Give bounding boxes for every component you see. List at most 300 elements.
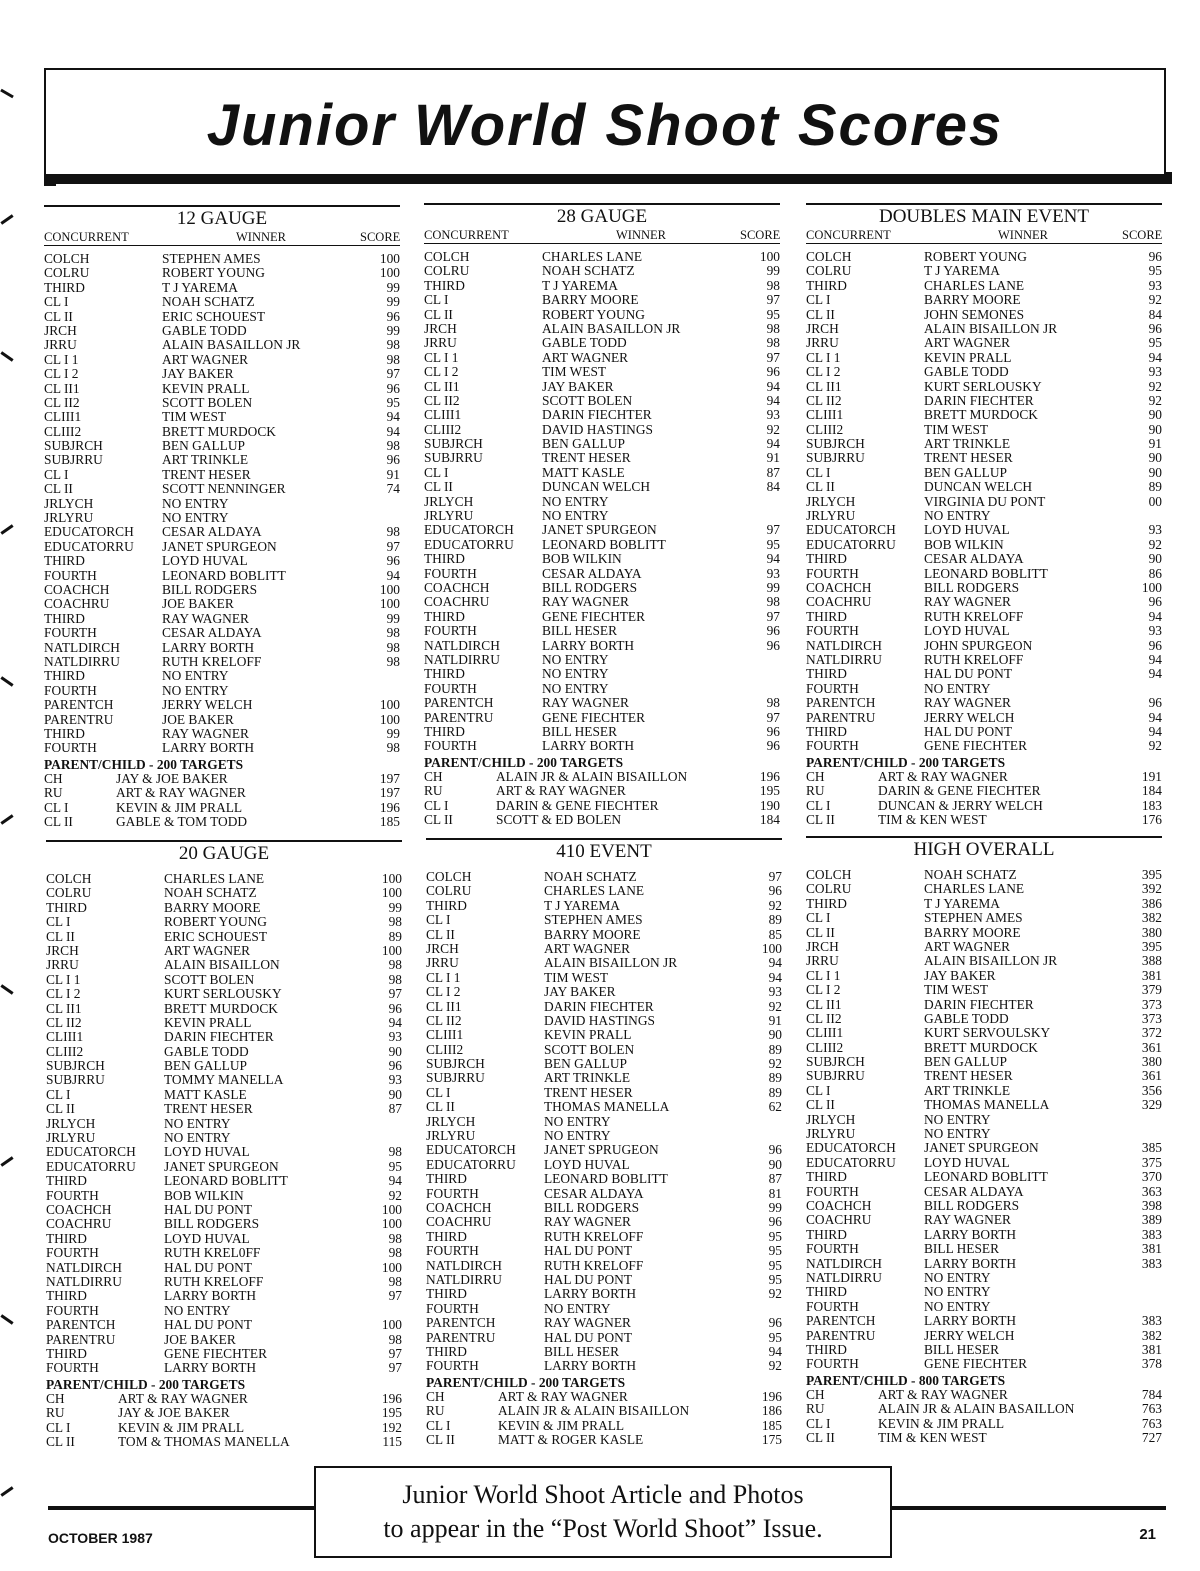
score-row [44, 295, 400, 309]
score-row [806, 394, 1162, 408]
score-cell: 93 [388, 1029, 402, 1045]
pc-score-cell: 184 [759, 812, 780, 828]
pc-category-cell: RU [426, 1403, 445, 1419]
winner-cell: JAY BAKER [542, 379, 614, 394]
score-cell: 383 [1141, 1313, 1162, 1329]
category-cell: PARENTRU [426, 1330, 496, 1345]
pc-score-cell: 184 [1141, 783, 1162, 799]
winner-cell: JOHN SPURGEON [924, 638, 1033, 653]
score-cell: 98 [388, 1245, 402, 1261]
winner-cell: DARIN FIECHTER [544, 999, 654, 1014]
category-cell: COLCH [44, 252, 90, 266]
score-cell: 94 [768, 955, 782, 971]
score-cell: 361 [1141, 1068, 1162, 1084]
score-row [426, 1359, 782, 1373]
category-cell: CL II2 [806, 1011, 842, 1026]
parent-child-row [426, 1390, 782, 1404]
score-row [46, 987, 402, 1001]
score-row [424, 408, 780, 422]
winner-cell: LOYD HUVAL [924, 624, 1010, 639]
category-cell: FOURTH [424, 624, 477, 639]
score-cell: 386 [1141, 895, 1162, 911]
score-row [426, 956, 782, 970]
score-row [426, 1028, 782, 1042]
category-cell: FOURTH [806, 624, 859, 639]
score-row [806, 1271, 1162, 1285]
score-row [46, 886, 402, 900]
pc-score-cell: 195 [759, 783, 780, 799]
score-row [44, 425, 400, 439]
pc-score-cell: 196 [379, 799, 400, 815]
category-cell: CL II [426, 927, 455, 942]
winner-cell: NO ENTRY [924, 1112, 991, 1127]
score-row [46, 901, 402, 915]
score-row [806, 682, 1162, 696]
winner-cell: LOYD HUVAL [162, 554, 248, 569]
score-cell: 94 [386, 423, 400, 439]
score-cell: 98 [766, 277, 780, 293]
winner-cell: DARIN FIECHTER [924, 393, 1034, 408]
score-cell [742, 1115, 782, 1129]
score-row [806, 868, 1162, 882]
winner-cell: KEVIN PRALL [544, 1028, 632, 1043]
category-cell: JRCH [806, 939, 839, 954]
score-row [806, 1314, 1162, 1328]
score-row [44, 382, 400, 396]
parent-child-row [426, 1404, 782, 1418]
pc-score-cell: 190 [759, 797, 780, 813]
pc-category-cell: CH [44, 771, 63, 787]
score-row [806, 1257, 1162, 1271]
score-row [806, 954, 1162, 968]
footer-rule-right [890, 1506, 1166, 1510]
parent-child-row [806, 1402, 1162, 1416]
score-cell: 95 [1148, 263, 1162, 279]
category-cell: COLRU [424, 264, 470, 279]
category-cell: CL I 2 [44, 367, 79, 382]
score-row [806, 1055, 1162, 1069]
binding-mark [0, 1156, 13, 1166]
category-cell: EDUCATORCH [806, 523, 896, 538]
score-cell: 92 [768, 897, 782, 913]
winner-cell: LEONARD BOBLITT [924, 1170, 1048, 1185]
section-heading: HIGH OVERALL [806, 836, 1162, 860]
winner-cell: LEONARD BOBLITT [924, 566, 1048, 581]
category-cell: CL II1 [806, 379, 842, 394]
pc-score-cell: 197 [379, 785, 400, 801]
score-cell [1122, 1285, 1162, 1299]
score-cell: 98 [386, 337, 400, 353]
winner-cell: RUTH KRELOFF [162, 654, 262, 669]
score-cell: 92 [1148, 536, 1162, 552]
category-cell: SUBJRCH [44, 439, 103, 454]
winner-cell: NOAH SCHATZ [924, 868, 1017, 882]
winner-cell: BILL RODGERS [162, 582, 258, 597]
winner-cell: SCOTT BOLEN [162, 395, 253, 410]
category-cell: CL I [46, 1087, 71, 1102]
winner-cell: LARRY BORTH [542, 638, 635, 653]
score-cell: 96 [768, 1142, 782, 1158]
score-row [424, 437, 780, 451]
category-cell: EDUCATORRU [426, 1157, 516, 1172]
category-cell: NATLDIRCH [44, 640, 120, 655]
winner-cell: GENE FIECHTER [542, 609, 646, 624]
winner-cell: CESAR ALDAYA [162, 525, 262, 540]
winner-cell: TOMMY MANELLA [164, 1073, 284, 1088]
score-row [46, 1117, 402, 1131]
score-cell: 94 [1148, 709, 1162, 725]
winner-cell: RUTH KRELOFF [164, 1274, 264, 1289]
score-row [46, 1059, 402, 1073]
category-cell: CL I 2 [426, 985, 461, 1000]
score-row [46, 1318, 402, 1332]
score-row [44, 597, 400, 611]
category-cell: CL I 1 [46, 972, 81, 987]
category-cell: JRLYRU [806, 1127, 856, 1142]
winner-cell: KEVIN PRALL [924, 350, 1012, 365]
winner-cell: SCOTT BOLEN [164, 972, 255, 987]
score-row [46, 1217, 402, 1231]
winner-cell: NO ENTRY [542, 681, 609, 696]
score-cell [740, 653, 780, 667]
category-cell: THIRD [806, 552, 847, 567]
score-row [44, 669, 400, 683]
category-cell: CL II2 [806, 393, 842, 408]
score-list [426, 870, 782, 1374]
category-cell: THIRD [44, 554, 85, 569]
category-cell: NATLDIRCH [424, 638, 500, 653]
score-row [426, 899, 782, 913]
score-cell: 99 [386, 725, 400, 741]
category-cell: THIRD [424, 278, 465, 293]
category-cell: JRRU [806, 954, 839, 969]
winner-cell: RUTH KREL0FF [164, 1246, 261, 1261]
pc-team-cell: SCOTT & ED BOLEN [496, 812, 622, 828]
score-cell: 382 [1141, 1327, 1162, 1343]
category-cell: JRRU [44, 338, 77, 353]
category-cell: EDUCATORRU [46, 1159, 136, 1174]
category-cell: THIRD [806, 896, 847, 911]
category-cell: FOURTH [46, 1361, 99, 1376]
winner-cell: BRETT MURDOCK [164, 1001, 278, 1016]
category-cell: CL I 1 [424, 350, 459, 365]
score-cell: 86 [1148, 565, 1162, 581]
score-row [44, 655, 400, 669]
category-cell: FOURTH [424, 739, 477, 754]
score-cell: 96 [386, 452, 400, 468]
score-cell: 99 [768, 1199, 782, 1215]
winner-cell: T J YAREMA [542, 278, 618, 293]
score-row [44, 367, 400, 381]
pc-score-cell: 191 [1141, 769, 1162, 785]
category-cell: NATLDIRRU [806, 1270, 882, 1285]
score-cell: 100 [761, 940, 782, 956]
category-cell: THIRD [806, 724, 847, 739]
score-row [424, 667, 780, 681]
winner-cell: BARRY MOORE [164, 900, 261, 915]
winner-cell: JOE BAKER [162, 712, 234, 727]
score-row [426, 1057, 782, 1071]
score-row [46, 1232, 402, 1246]
score-cell: 99 [386, 610, 400, 626]
section-heading: 28 GAUGE [424, 203, 780, 227]
category-cell: CL II2 [46, 1015, 82, 1030]
winner-cell: GABLE TODD [162, 323, 247, 338]
category-cell: JRCH [44, 323, 77, 338]
score-row [806, 495, 1162, 509]
score-cell: 94 [1148, 651, 1162, 667]
score-cell: 378 [1141, 1356, 1162, 1372]
score-row [806, 1300, 1162, 1314]
pc-score-cell: 196 [761, 1389, 782, 1405]
score-cell [1122, 1271, 1162, 1285]
score-row [426, 1172, 782, 1186]
score-cell: 395 [1141, 938, 1162, 954]
score-row [426, 1100, 782, 1114]
winner-cell: ART WAGNER [924, 939, 1011, 954]
column-header: CONCURRENT [424, 228, 509, 242]
score-cell: 84 [1148, 306, 1162, 322]
category-cell: CLIII1 [806, 408, 844, 423]
score-row [426, 942, 782, 956]
category-cell: NATLDIRCH [426, 1258, 502, 1273]
score-row [806, 1285, 1162, 1299]
winner-cell: CESAR ALDAYA [162, 626, 262, 641]
category-cell: EDUCATORRU [806, 1155, 896, 1170]
category-cell: THIRD [46, 1174, 87, 1189]
score-row [426, 1215, 782, 1229]
winner-cell: NO ENTRY [162, 496, 229, 511]
winner-cell: ALAIN BISAILLON JR [544, 956, 678, 971]
winner-cell: RAY WAGNER [924, 595, 1011, 610]
column-header: CONCURRENT [44, 230, 129, 244]
score-section [44, 205, 400, 830]
category-cell: COACHRU [806, 595, 872, 610]
score-row [426, 1230, 782, 1244]
category-cell: THIRD [46, 900, 87, 915]
category-cell: COACHCH [426, 1200, 492, 1215]
score-cell: 97 [766, 709, 780, 725]
score-cell: 91 [386, 466, 400, 482]
score-cell: 94 [766, 551, 780, 567]
score-row [426, 985, 782, 999]
parent-child-row [806, 813, 1162, 827]
score-cell: 92 [1148, 378, 1162, 394]
score-row [426, 1316, 782, 1330]
winner-cell: GABLE TODD [542, 336, 627, 351]
score-cell: 92 [1148, 292, 1162, 308]
score-cell [360, 684, 400, 698]
score-row [806, 1113, 1162, 1127]
winner-cell: DARIN FIECHTER [924, 997, 1034, 1012]
pc-score-cell: 784 [1141, 1387, 1162, 1403]
score-cell: 98 [388, 914, 402, 930]
score-cell: 90 [388, 1086, 402, 1102]
category-cell: EDUCATORRU [44, 539, 134, 554]
pc-score-cell: 176 [1141, 812, 1162, 828]
score-row [424, 653, 780, 667]
winner-cell: LOYD HUVAL [544, 1157, 630, 1172]
category-cell: JRLYCH [806, 494, 856, 509]
score-row [806, 264, 1162, 278]
score-row [806, 308, 1162, 322]
pc-category-cell: CL II [44, 814, 73, 830]
winner-cell: SCOTT BOLEN [542, 393, 633, 408]
score-cell: 96 [766, 723, 780, 739]
score-cell: 97 [388, 1288, 402, 1304]
winner-cell: NO ENTRY [924, 681, 991, 696]
score-row [44, 453, 400, 467]
score-row [806, 1199, 1162, 1213]
winner-cell: LOYD HUVAL [924, 1155, 1010, 1170]
score-row [426, 1014, 782, 1028]
category-cell: JRLYCH [806, 1112, 856, 1127]
category-cell: COLRU [46, 886, 92, 901]
score-cell: 380 [1141, 924, 1162, 940]
category-cell: CL II [424, 307, 453, 322]
score-row [426, 1143, 782, 1157]
score-row [44, 727, 400, 741]
winner-cell: NO ENTRY [544, 1114, 611, 1129]
category-cell: CL I [426, 1085, 451, 1100]
score-cell: 381 [1141, 1241, 1162, 1257]
score-cell: 96 [386, 553, 400, 569]
winner-cell: LOYD HUVAL [924, 523, 1010, 538]
score-cell: 99 [386, 322, 400, 338]
winner-cell: TIM WEST [542, 365, 607, 380]
category-cell: JRLYRU [44, 511, 94, 526]
pc-category-cell: CL II [806, 1430, 835, 1446]
parent-child-row [806, 1431, 1162, 1445]
winner-cell: BOB WILKIN [542, 552, 622, 567]
category-cell: CL I [806, 911, 831, 926]
score-cell: 96 [766, 364, 780, 380]
winner-cell: JOHN SEMONES [924, 307, 1025, 322]
category-cell: COLCH [806, 250, 852, 264]
score-row [806, 739, 1162, 753]
category-cell: FOURTH [426, 1301, 479, 1316]
category-cell: PARENTCH [806, 1314, 876, 1329]
winner-cell: TIM WEST [544, 970, 609, 985]
winner-cell: KURT SERVOULSKY [924, 1026, 1051, 1041]
category-cell: THIRD [806, 609, 847, 624]
score-cell: 99 [388, 899, 402, 915]
score-row [426, 1201, 782, 1215]
winner-cell: LARRY BORTH [162, 640, 255, 655]
winner-cell: ERIC SCHOUEST [164, 929, 268, 944]
category-cell: SUBJRRU [806, 451, 865, 466]
score-cell: 95 [768, 1257, 782, 1273]
winner-cell: TRENT HESER [924, 451, 1013, 466]
score-cell: 91 [768, 1012, 782, 1028]
score-row [806, 998, 1162, 1012]
winner-cell: JANET SPURGEON [924, 1141, 1039, 1156]
winner-cell: MATT KASLE [542, 465, 625, 480]
score-cell: 98 [386, 639, 400, 655]
score-row [46, 915, 402, 929]
score-row [806, 279, 1162, 293]
score-cell: 96 [766, 738, 780, 754]
score-row [806, 451, 1162, 465]
parent-child-row [46, 1435, 402, 1449]
category-cell: CL I 1 [806, 968, 841, 983]
category-cell: CL II [44, 309, 73, 324]
score-cell: 94 [768, 969, 782, 985]
category-cell: CL II [806, 1098, 835, 1113]
score-row [44, 540, 400, 554]
winner-cell: GENE FIECHTER [924, 739, 1028, 754]
score-cell: 96 [1148, 249, 1162, 264]
category-cell: COACHCH [44, 582, 110, 597]
score-cell: 98 [766, 335, 780, 351]
parent-child-heading: PARENT/CHILD - 200 TARGETS [806, 754, 1006, 770]
score-cell: 89 [768, 1084, 782, 1100]
score-cell: 93 [766, 407, 780, 423]
category-cell: PARENTCH [806, 696, 876, 711]
winner-cell: NO ENTRY [544, 1129, 611, 1144]
winner-cell: GABLE TODD [924, 1011, 1009, 1026]
winner-cell: BRETT MURDOCK [924, 1040, 1038, 1055]
score-row [426, 1345, 782, 1359]
winner-cell: JERRY WELCH [924, 710, 1015, 725]
winner-cell: GABLE TODD [924, 365, 1009, 380]
score-cell: 97 [766, 292, 780, 308]
score-row [424, 711, 780, 725]
winner-cell: CESAR ALDAYA [542, 566, 642, 581]
category-cell: PARENTRU [46, 1332, 116, 1347]
category-cell: THIRD [806, 1285, 847, 1300]
winner-cell: GENE FIECHTER [164, 1346, 268, 1361]
category-cell: EDUCATORRU [424, 537, 514, 552]
score-cell: 97 [766, 349, 780, 365]
category-cell: CL I 1 [44, 352, 79, 367]
pc-category-cell: CH [806, 769, 825, 785]
category-cell: CL I [806, 1083, 831, 1098]
pc-team-cell: JAY & JOE BAKER [116, 771, 228, 787]
score-cell: 100 [379, 581, 400, 597]
category-cell: THIRD [46, 1289, 87, 1304]
pc-category-cell: CH [424, 769, 443, 785]
score-cell: 98 [386, 740, 400, 756]
category-cell: EDUCATORCH [426, 1143, 516, 1158]
winner-cell: STEPHEN AMES [924, 911, 1023, 926]
category-cell: SUBJRCH [806, 437, 865, 452]
score-cell: 96 [388, 1058, 402, 1074]
category-cell: COLRU [426, 884, 472, 899]
score-row [806, 1329, 1162, 1343]
score-cell: 99 [386, 294, 400, 310]
category-cell: COACHCH [806, 580, 872, 595]
score-row [426, 1043, 782, 1057]
pc-team-cell: JAY & JOE BAKER [118, 1405, 230, 1421]
score-row [806, 293, 1162, 307]
score-cell: 81 [768, 1185, 782, 1201]
pc-team-cell: DARIN & GENE FIECHTER [496, 797, 659, 813]
score-row [806, 581, 1162, 595]
score-cell: 89 [768, 1070, 782, 1086]
score-cell [362, 1117, 402, 1131]
score-cell: 97 [768, 869, 782, 884]
pc-team-cell: KEVIN & JIM PRALL [498, 1417, 625, 1433]
category-cell: CLIII1 [426, 1028, 464, 1043]
category-cell: JRLYCH [426, 1114, 476, 1129]
score-row [44, 525, 400, 539]
parent-child-row [424, 799, 780, 813]
winner-cell: RAY WAGNER [924, 696, 1011, 711]
category-cell: JRCH [426, 941, 459, 956]
pc-score-cell: 175 [761, 1432, 782, 1448]
winner-cell: JANET SPURGEON [542, 523, 657, 538]
